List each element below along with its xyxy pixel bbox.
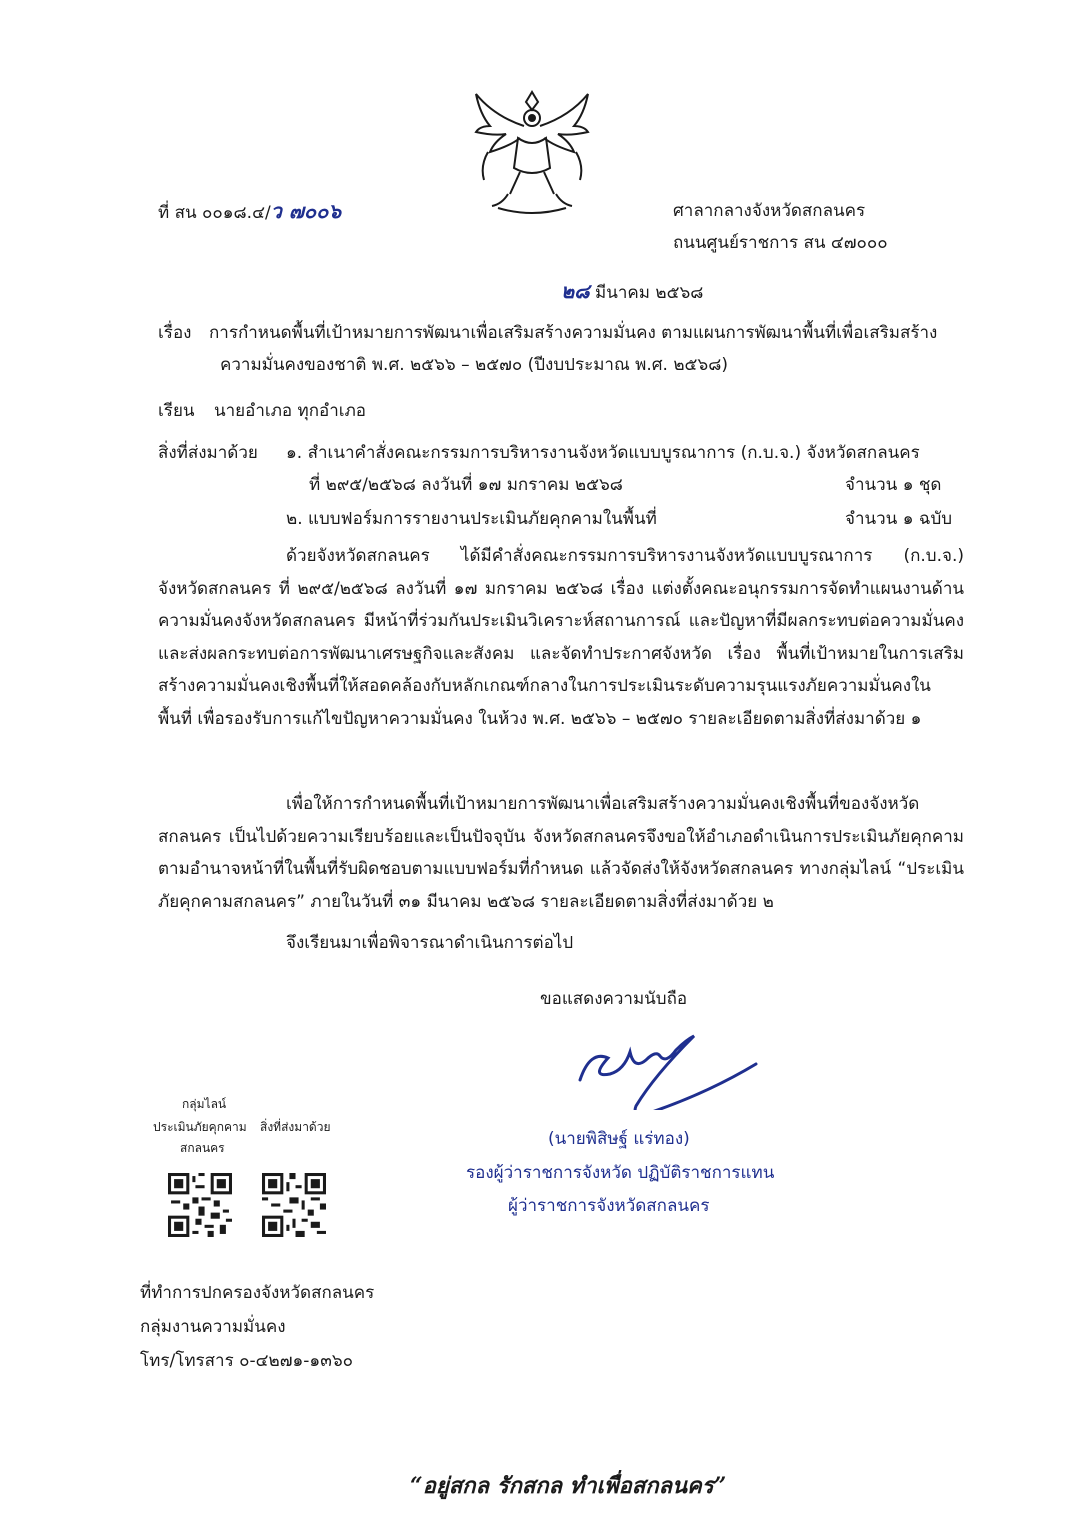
subject-line-1: การกำหนดพื้นที่เป้าหมายการพัฒนาเพื่อเสริมสร้างความมั่นคง ตามแผนการพัฒนาพื้นที่เพื่อเสริมสร้าง: [209, 323, 938, 343]
address-line-1: ศาลากลางจังหวัดสกลนคร: [673, 201, 866, 221]
reference-prefix: ที่ สน ๐๐๑๘.๔/: [158, 203, 271, 223]
enclosure-1-line-1: ๑. สำเนาคำสั่งคณะกรรมการบริหารงานจังหวัดแบบบูรณาการ (ก.บ.จ.) จังหวัดสกลนคร: [286, 443, 920, 463]
to-value: นายอำเภอ ทุกอำเภอ: [214, 401, 366, 421]
qr-1-caption-2: สกลนคร: [180, 1141, 225, 1155]
garuda-emblem-icon: [468, 82, 596, 222]
footer-motto: “อยู่สกล รักสกล ทำเพื่อสกลนคร”: [410, 1473, 727, 1499]
qr-2-caption: สิ่งที่ส่งมาด้วย: [260, 1120, 331, 1134]
signer-title-2: ผู้ว่าราชการจังหวัดสกลนคร: [508, 1196, 710, 1216]
date-day: ๒๘: [561, 279, 590, 303]
qr-code-icon[interactable]: [262, 1173, 326, 1237]
office-line-1: ที่ทำการปกครองจังหวัดสกลนคร: [140, 1283, 375, 1303]
subject-label: เรื่อง: [158, 323, 192, 343]
body-paragraph-3: จึงเรียนมาเพื่อพิจารณาดำเนินการต่อไป: [286, 933, 574, 953]
letter-date: [561, 280, 703, 304]
qr-code-icon[interactable]: [168, 1173, 232, 1237]
body-paragraph-1: ด้วยจังหวัดสกลนคร ได้มีคำสั่งคณะกรรมการบริหารงานจังหวัดแบบบูรณาการ (ก.บ.จ.) จังหวัดสกลนคร ที่ ๒๙๕/๒๕๖๘ ลงวันที่ ๑๗ มกราคม ๒๕๖๘ เรื่อง แต่งตั้งคณะอนุกรรมการจัดทำแผนงานด้านความมั่นคงจังหวัดสกลนคร มีหน้าที่ร่วมกันประเมินวิเคราะห์สถานการณ์ และปัญหาที่มีผลกระทบต่อความมั่นคงและส่งผลกระทบต่อการพัฒนาเศรษฐกิจและสังคม และจัดทำประกาศจังหวัด เรื่อง พื้นที่เป้าหมายในการเสริมสร้างความมั่นคงเชิงพื้นที่ให้สอดคล้องกับหลักเกณฑ์กลางในการประเมินระดับความรุนแรงภัยความมั่นคงในพื้นที่ เพื่อรองรับการแก้ไขปัญหาความมั่นคง ในห้วง พ.ศ. ๒๕๖๖ – ๒๕๗๐ รายละเอียดตามสิ่งที่ส่งมาด้วย ๑: [158, 546, 964, 729]
enclosure-2: ๒. แบบฟอร์มการรายงานประเมินภัยคุกคามในพื้นที่: [286, 509, 657, 529]
address-line-2: ถนนศูนย์ราชการ สน ๔๗๐๐๐: [673, 233, 888, 253]
body-paragraph-2: เพื่อให้การกำหนดพื้นที่เป้าหมายการพัฒนาเพื่อเสริมสร้างความมั่นคงเชิงพื้นที่ของจังหวัดสกลนคร เป็นไปด้วยความเรียบร้อยและเป็นปัจจุบัน จังหวัดสกลนครจึงขอให้อำเภอดำเนินการประเมินภัยคุกคามตามอำนาจหน้าที่ในพื้นที่รับผิดชอบตามแบบฟอร์มที่กำหนด แล้วจัดส่งให้จังหวัดสกลนคร ทางกลุ่มไลน์ “ประเมินภัยคุกคามสกลนคร” ภายในวันที่ ๓๑ มีนาคม ๒๕๖๘ รายละเอียดตามสิ่งที่ส่งมาด้วย ๒: [158, 794, 964, 912]
signer-name: (นายพิสิษฐ์ แร่ทอง): [548, 1129, 690, 1149]
subject-line-2: ความมั่นคงของชาติ พ.ศ. ๒๕๖๖ – ๒๕๗๐ (ปีงบประมาณ พ.ศ. ๒๕๖๘): [220, 355, 728, 375]
closing-phrase: ขอแสดงความนับถือ: [540, 989, 688, 1009]
office-line-3: โทร/โทรสาร ๐-๔๒๗๑-๑๓๖๐: [140, 1351, 353, 1371]
enclosure-1-quantity: จำนวน ๑ ชุด: [845, 475, 942, 495]
handwritten-signature: [570, 1010, 780, 1110]
reference-number: ว ๗๐๐๖: [270, 199, 342, 223]
enclosure-2-quantity: จำนวน ๑ ฉบับ: [845, 509, 953, 529]
signer-title-1: รองผู้ว่าราชการจังหวัด ปฏิบัติราชการแทน: [466, 1163, 775, 1183]
enclosure-label: สิ่งที่ส่งมาด้วย: [158, 443, 258, 463]
date-month-year: มีนาคม ๒๕๖๘: [595, 283, 704, 303]
qr-caption-top: กลุ่มไลน์: [182, 1097, 227, 1111]
office-line-2: กลุ่มงานความมั่นคง: [140, 1317, 286, 1337]
document-reference: [158, 200, 341, 224]
to-label: เรียน: [158, 401, 195, 421]
qr-1-caption: ประเมินภัยคุกคาม: [153, 1120, 247, 1134]
enclosure-1-line-2: ที่ ๒๙๕/๒๕๖๘ ลงวันที่ ๑๗ มกราคม ๒๕๖๘: [309, 475, 623, 495]
